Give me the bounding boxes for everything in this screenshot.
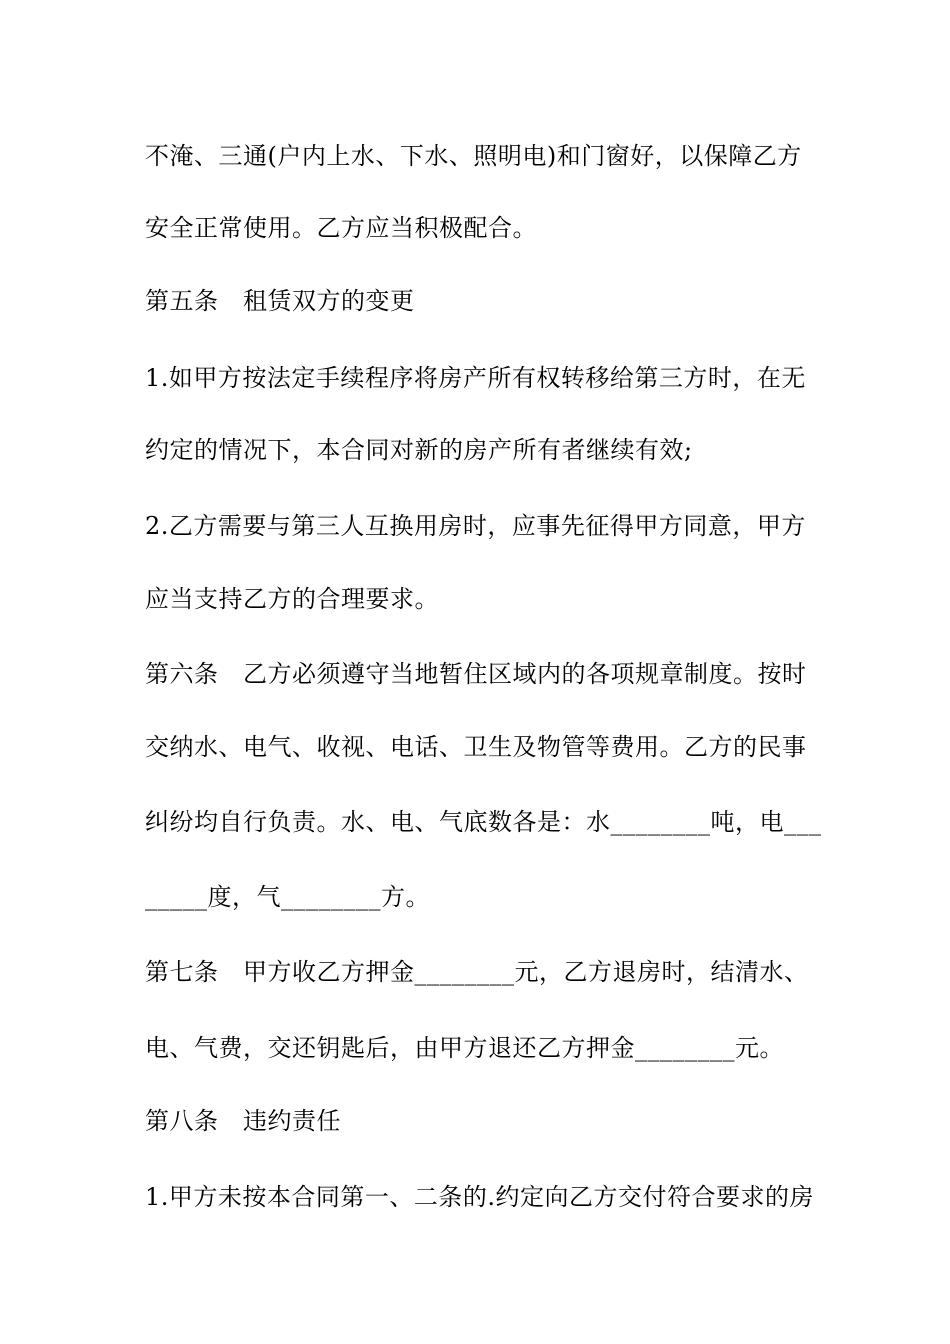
section-heading: 第七条 甲方收乙方押金________元，乙方退房时，结清水、 (145, 958, 809, 986)
text-line: 纠纷均自行负责。水、电、气底数各是：水________吨，电___ (145, 808, 822, 836)
text-line: 1.甲方未按本合同第一、二条的.约定向乙方交付符合要求的房 (145, 1183, 815, 1211)
text-line: 不淹、三通(户内上水、下水、照明电)和门窗好，以保障乙方 (145, 142, 802, 170)
text-line: 电、气费，交还钥匙后，由甲方退还乙方押金________元。 (145, 1034, 784, 1062)
text-line: 2.乙方需要与第三人互换用房时，应事先征得甲方同意，甲方 (145, 512, 806, 540)
text-line: 交纳水、电气、收视、电话、卫生及物管等费用。乙方的民事 (145, 733, 807, 761)
section-heading: 第六条 乙方必须遵守当地暂住区域内的各项规章制度。按时 (145, 660, 807, 688)
section-heading: 第八条 违约责任 (145, 1107, 341, 1135)
text-line: 安全正常使用。乙方应当积极配合。 (145, 214, 537, 242)
text-line: 1.如甲方按法定手续程序将房产所有权转移给第三方时，在无 (145, 364, 806, 392)
text-line: 约定的情况下，本合同对新的房产所有者继续有效; (145, 436, 693, 464)
text-line: _____度，气________方。 (145, 883, 430, 911)
text-line: 应当支持乙方的合理要求。 (145, 585, 439, 613)
section-heading: 第五条 租赁双方的变更 (145, 287, 415, 315)
